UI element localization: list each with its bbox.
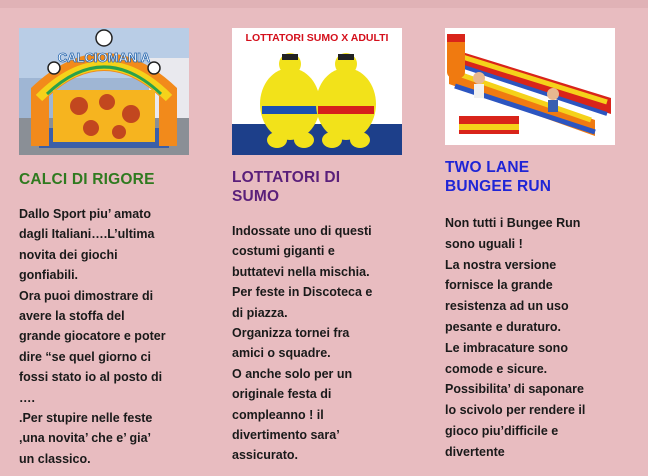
description-line: resistenza ad un uso: [445, 299, 569, 314]
description-line: compleanno ! il: [232, 407, 324, 422]
description-line: amici o squadre.: [232, 346, 331, 361]
product-description: [19, 204, 189, 469]
title-line: TWO LANE: [445, 159, 530, 176]
description-line: sono uguali !: [445, 236, 523, 251]
description-line: grande giocatore e poter: [19, 329, 166, 344]
description-line: avere la stoffa del: [19, 309, 125, 324]
description-line: Non tutti i Bungee Run: [445, 216, 581, 230]
product-image-lottatori-di-sumo[interactable]: [232, 28, 402, 155]
product-title: CALCI DI RIGORE: [19, 171, 155, 188]
description-line: comode e sicure.: [445, 361, 548, 376]
product-card-lottatori-di-sumo: [232, 28, 402, 466]
product-description: [445, 213, 615, 463]
description-line: Ora puoi dimostrare di: [19, 288, 154, 303]
product-card-calci-di-rigore: [19, 28, 189, 469]
inflatable-goal-illustration: [19, 28, 189, 155]
description-line: ,una novita’ che e’ gia’: [19, 431, 151, 446]
description-line: novita dei giochi: [19, 247, 118, 262]
product-description: [232, 221, 402, 466]
description-line: Organizza tornei fra: [232, 326, 350, 341]
product-title: [232, 168, 402, 206]
image-banner-text: LOTTATORI SUMO X ADULTI: [245, 32, 389, 44]
description-line: dagli Italiani….L’ultima: [19, 227, 155, 242]
description-line: originale festa di: [232, 387, 332, 402]
description-line: Indossate uno di questi: [232, 224, 372, 238]
product-image-two-lane-bungee-run[interactable]: [445, 28, 615, 145]
product-image-calci-di-rigore[interactable]: [19, 28, 189, 155]
title-line: BUNGEE RUN: [445, 178, 552, 195]
description-line: fornisce la grande: [445, 278, 553, 293]
description-line: divertimento sara’: [232, 428, 340, 443]
description-line: assicurato.: [232, 448, 299, 463]
title-line: LOTTATORI DI: [232, 169, 341, 186]
bungee-run-illustration: [445, 28, 615, 145]
description-line: dire “se quel giorno ci: [19, 349, 151, 364]
description-line: fossi stato io al posto di: [19, 370, 163, 385]
description-line: un classico.: [19, 451, 91, 466]
product-card-two-lane-bungee-run: [445, 28, 615, 463]
title-line: SUMO: [232, 188, 280, 205]
description-line: Dallo Sport piu’ amato: [19, 207, 151, 221]
description-line: buttatevi nella mischia.: [232, 264, 370, 279]
description-line: di piazza.: [232, 305, 288, 320]
description-line: La nostra versione: [445, 257, 557, 272]
description-line: pesante e duraturo.: [445, 319, 561, 334]
product-title: [445, 158, 615, 196]
description-line: gonfiabili.: [19, 268, 79, 283]
description-line: .Per stupire nelle feste: [19, 411, 153, 426]
description-line: gioco piu’difficile e: [445, 423, 559, 438]
svg-text:CALCIOMANIA: CALCIOMANIA: [57, 50, 151, 65]
sumo-suits-illustration: [232, 28, 402, 155]
description-line: Per feste in Discoteca e: [232, 285, 373, 300]
description-line: Possibilita’ di saponare: [445, 382, 584, 397]
top-band: [0, 0, 648, 8]
description-line: Le imbracature sono: [445, 340, 568, 355]
description-line: O anche solo per un: [232, 366, 353, 381]
description-line: costumi giganti e: [232, 244, 335, 259]
description-line: divertente: [445, 444, 505, 459]
description-line: ….: [19, 390, 35, 405]
description-line: lo scivolo per rendere il: [445, 403, 586, 418]
